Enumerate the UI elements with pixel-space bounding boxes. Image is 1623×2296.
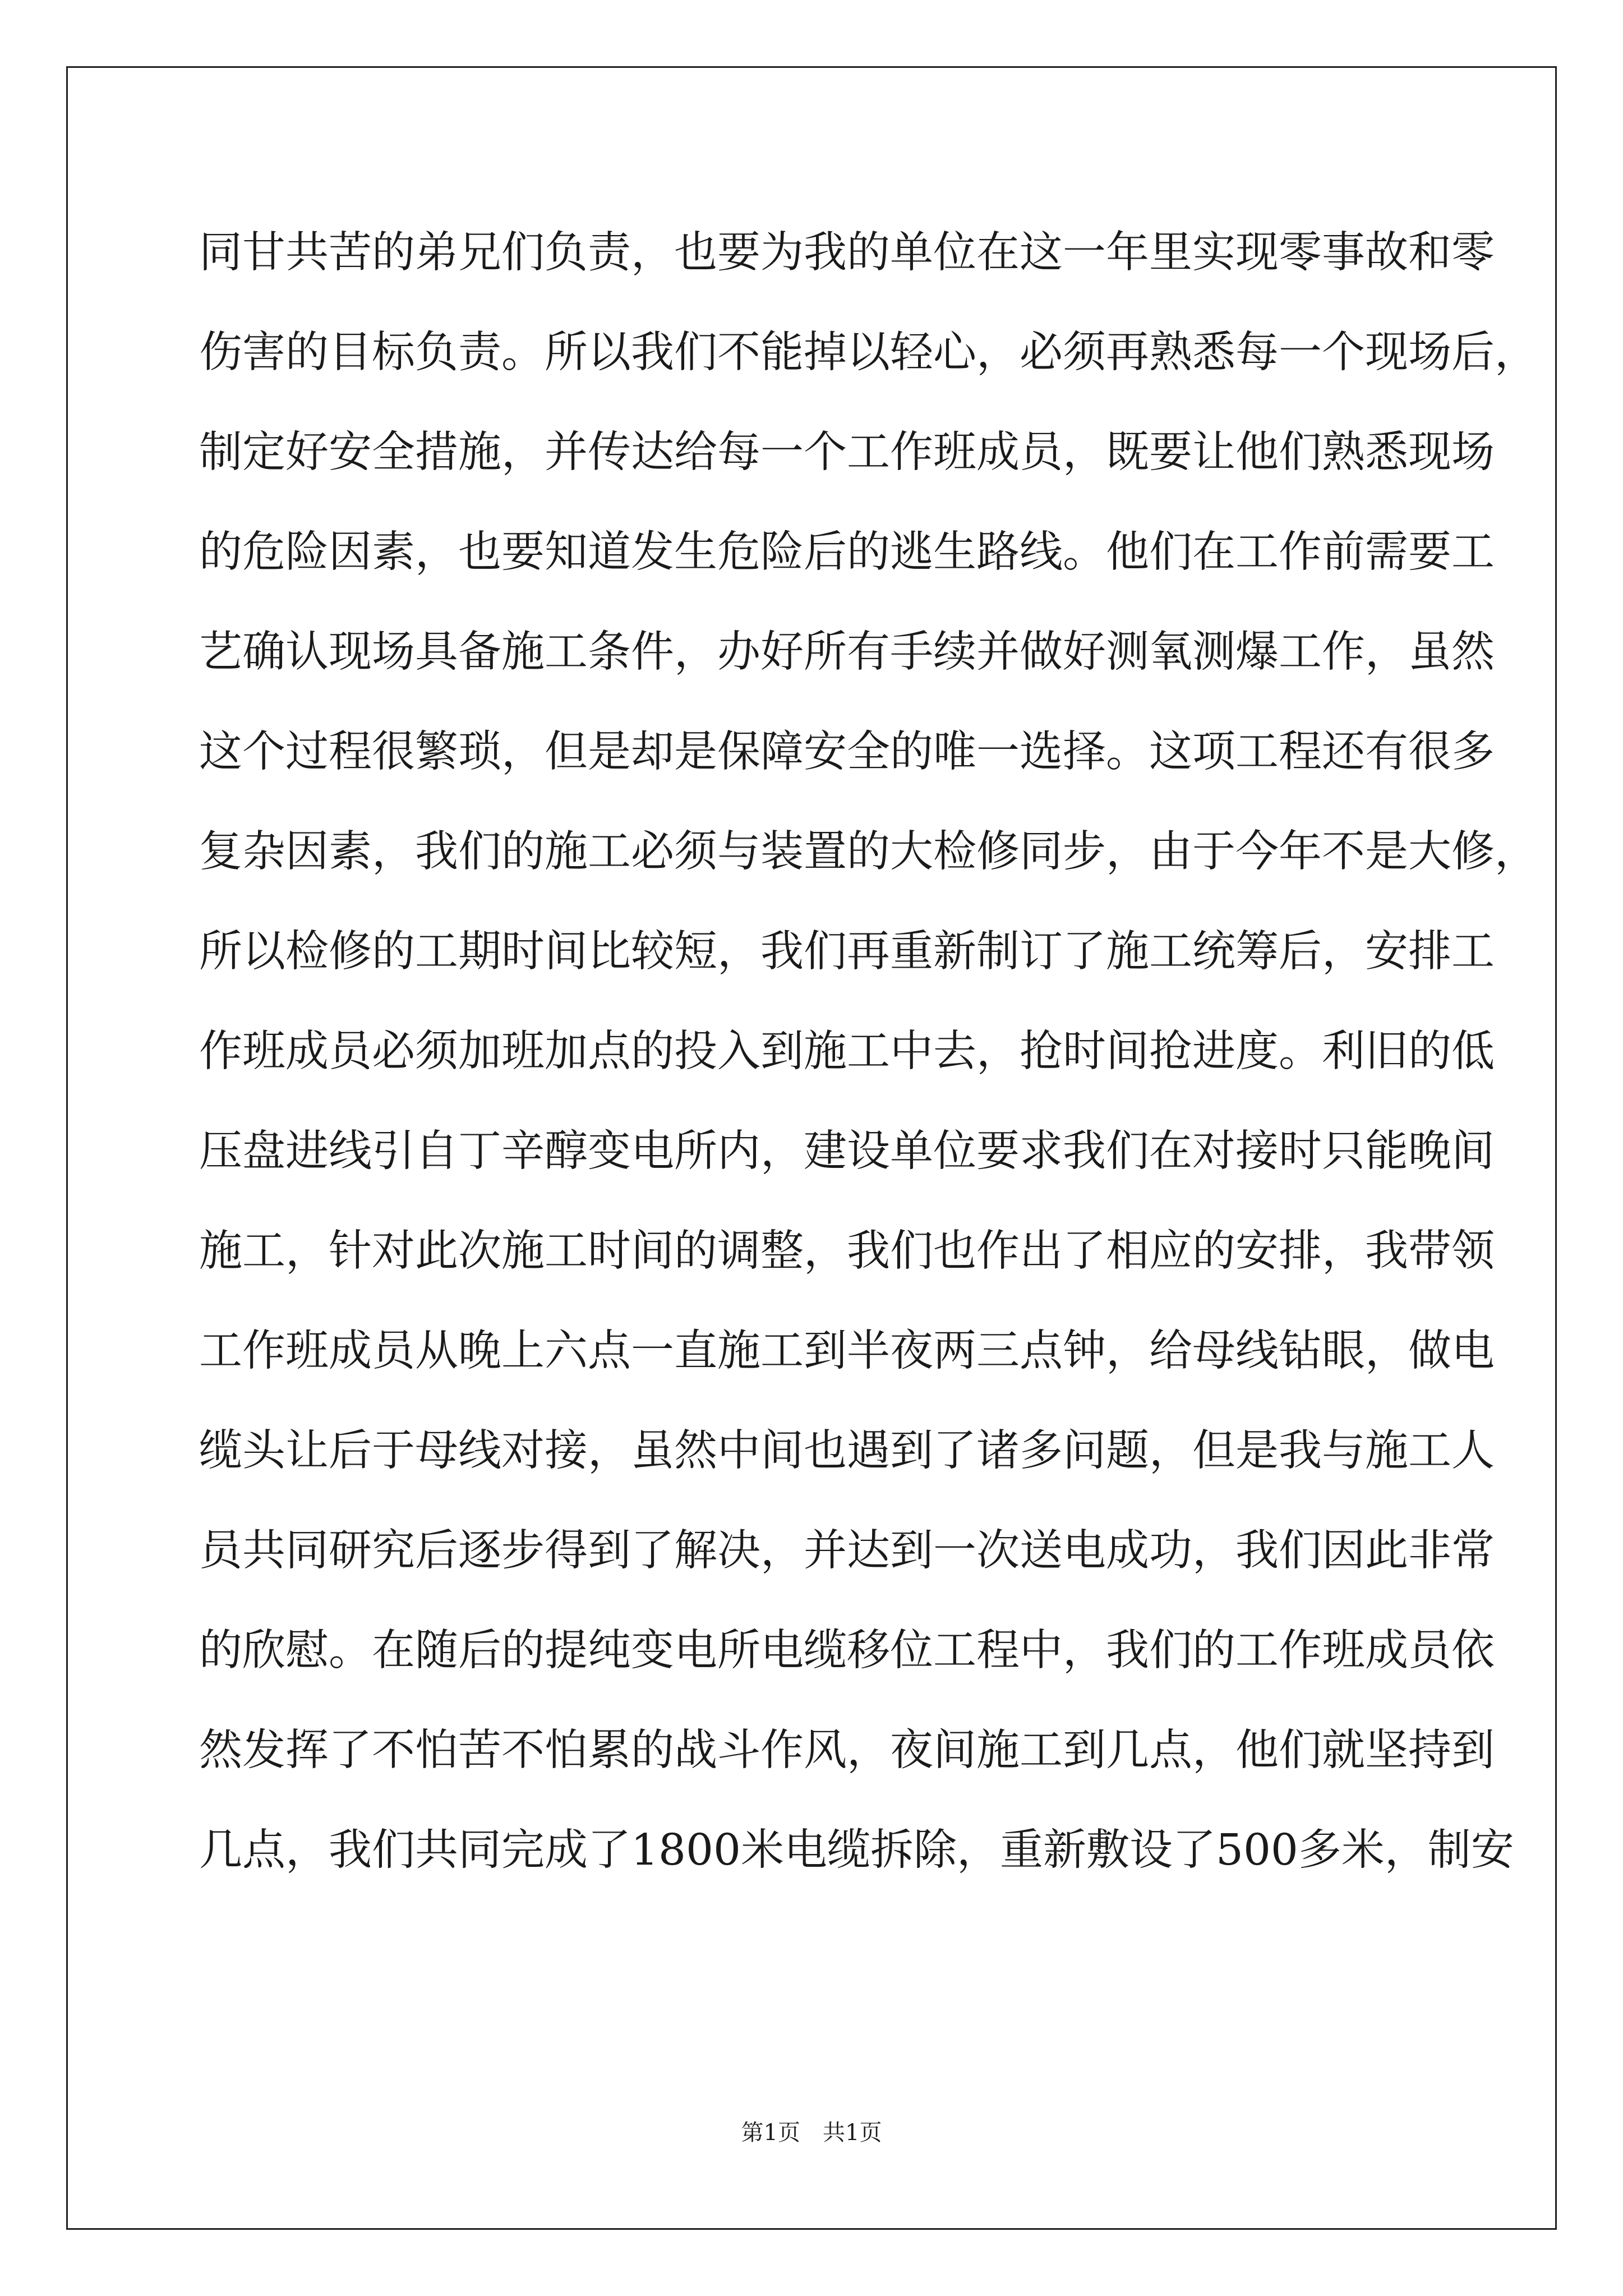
page-footer [0, 2115, 1623, 2147]
text-line-13: 缆头让后于母线对接，虽然中间也遇到了诸多问题，但是我与施工人 [199, 1426, 1495, 1476]
text-line-17: 几点，我们共同完成了1800米电缆拆除，重新敷设了500多米，制安 [199, 1825, 1514, 1875]
text-line-6: 这个过程很繁琐，但是却是保障安全的唯一选择。这项工程还有很多 [199, 727, 1495, 777]
text-line-7: 复杂因素，我们的施工必须与装置的大检修同步，由于今年不是大修， [199, 827, 1538, 877]
text-line-5: 艺确认现场具备施工条件，办好所有手续并做好测氧测爆工作，虽然 [199, 627, 1495, 677]
text-line-8: 所以检修的工期时间比较短，我们再重新制订了施工统筹后，安排工 [199, 927, 1495, 977]
text-line-3: 制定好安全措施，并传达给每一个工作班成员，既要让他们熟悉现场 [199, 427, 1495, 477]
page-total: 共1页 [823, 2120, 882, 2146]
text-line-10: 压盘进线引自丁辛醇变电所内，建设单位要求我们在对接时只能晚间 [199, 1126, 1495, 1176]
text-line-2: 伤害的目标负责。所以我们不能掉以轻心，必须再熟悉每一个现场后， [199, 328, 1538, 378]
text-line-16: 然发挥了不怕苦不怕累的战斗作风，夜间施工到几点，他们就坚持到 [199, 1726, 1495, 1775]
text-line-4: 的危险因素，也要知道发生危险后的逃生路线。他们在工作前需要工 [199, 527, 1495, 577]
text-line-12: 工作班成员从晚上六点一直施工到半夜两三点钟，给母线钻眼，做电 [199, 1326, 1495, 1376]
text-line-11: 施工，针对此次施工时间的调整，我们也作出了相应的安排，我带领 [199, 1226, 1495, 1276]
document-body [199, 203, 1538, 1901]
text-line-14: 员共同研究后逐步得到了解决，并达到一次送电成功，我们因此非常 [199, 1526, 1495, 1576]
text-line-15: 的欣慰。在随后的提纯变电所电缆移位工程中，我们的工作班成员依 [199, 1626, 1495, 1676]
text-line-1: 同甘共苦的弟兄们负责，也要为我的单位在这一年里实现零事故和零 [199, 228, 1495, 278]
page-number: 第1页 [741, 2120, 800, 2146]
text-line-9: 作班成员必须加班加点的投入到施工中去，抢时间抢进度。利旧的低 [199, 1027, 1495, 1076]
